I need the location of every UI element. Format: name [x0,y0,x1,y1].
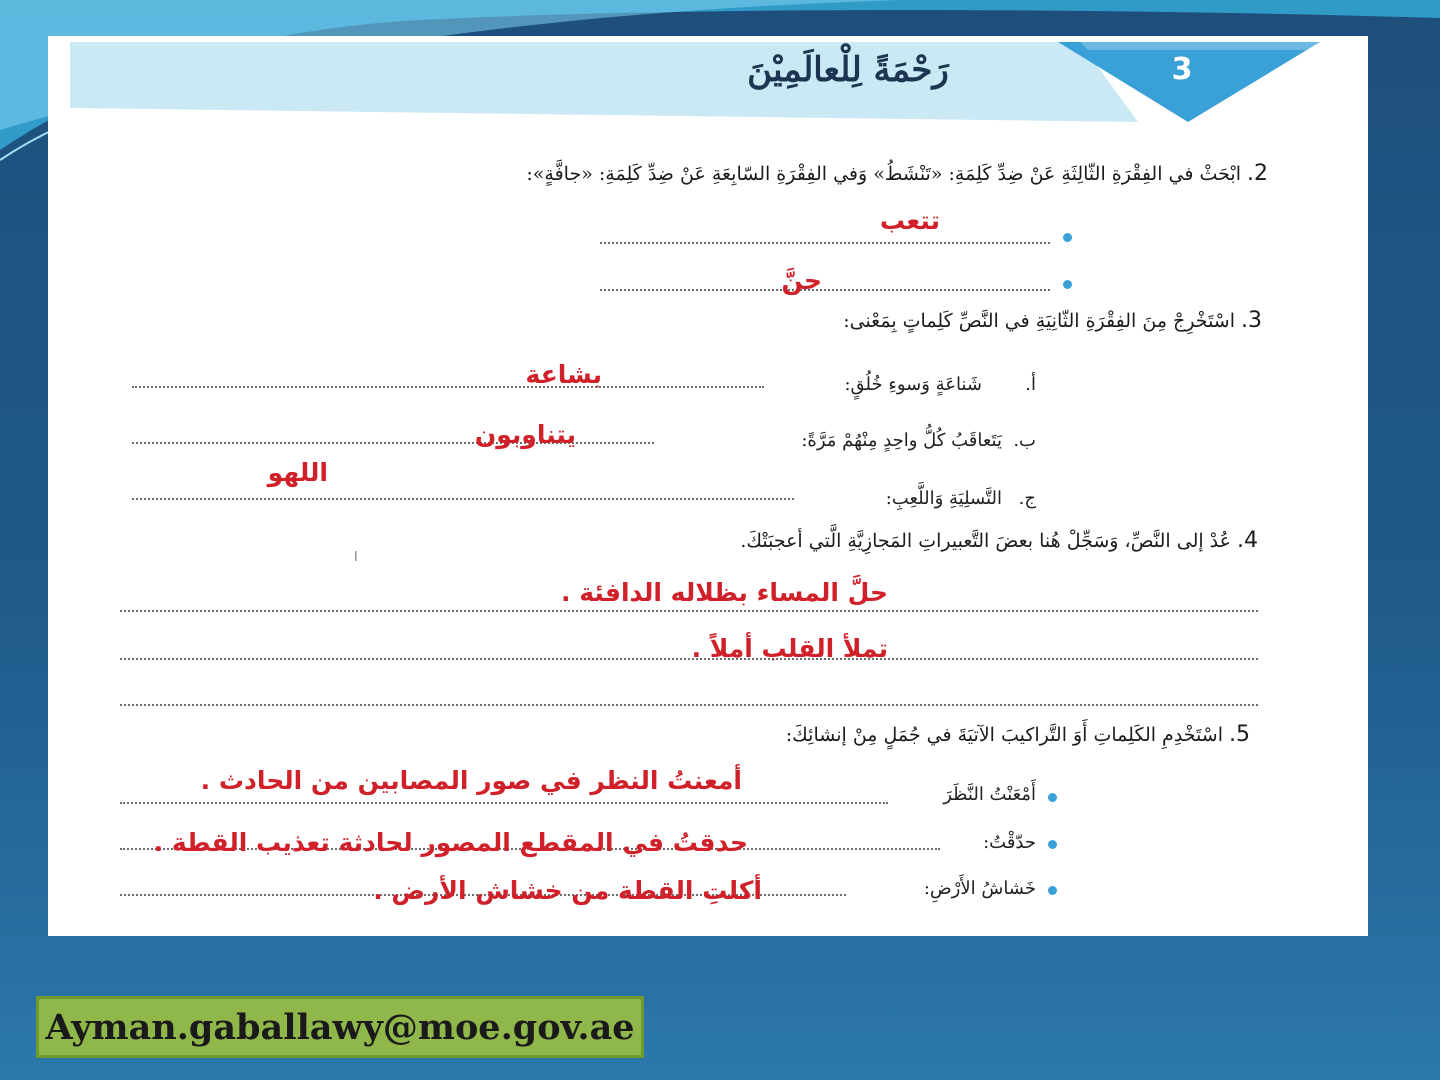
email-badge [36,996,644,1058]
question-3 [843,308,1262,333]
answer-line-q3-a [132,386,764,388]
question-5-text: اسْتَخْدِمِ الكَلِماتِ أَوَ التَّراكيبَ الآتيَةَ في جُمَلٍ مِنْ إنشائِكَ: [785,724,1223,746]
question-4-text: عُدْ إلى النَّصِّ، وَسَجِّلْ هُنا بعضَ التَّعبيراتِ المَجازِيَّةِ الَّتي أعجبَتْكَ. [740,530,1231,552]
bullet-q2-2 [1063,280,1072,289]
answer-q4-2: تملأ القلب أملاً . [691,634,888,663]
q3-item-a-marker: أ. [1025,374,1036,395]
q5-item-1-prompt: أَمْعَنْتُ النَّظَرَ [943,784,1036,805]
answer-q5-1: أمعنتُ النظر في صور المصابين من الحادث . [200,766,742,795]
author-email[interactable]: Ayman.gaballawy@moe.gov.ae [45,1007,635,1048]
question-5 [786,722,1250,747]
question-2-text: ابْحَثْ في الفِقْرَةِ الثّالِثَةِ عَنْ ضِدِّ كَلِمَةِ: «تَنْشَطُ» وَفي الفِقْرَةِ السّابِعَةِ عَنْ ضِدِّ كَلِمَةِ: «جافَّةٍ»: [526,163,1241,185]
worksheet-page [48,36,1368,936]
q3-item-a-prompt: شَناعَةٍ وَسوءِ خُلُقٍ: [844,374,982,395]
stray-mark: ا [354,550,358,565]
question-2-number: 2. [1247,161,1268,186]
bullet-q5-1 [1048,793,1057,802]
unit-title: رَحْمَةً لِلْعالَمِيْنَ [747,50,949,90]
answer-q5-2: حدقتُ في المقطع المصور لحادثة تعذيب القطة . [153,828,748,857]
bullet-q2-1 [1063,233,1072,242]
answer-line-q2-1 [600,242,1050,244]
unit-number: 3 [1171,52,1193,87]
q5-item-3-prompt: خَشاشُ الأَرْضِ: [923,878,1036,899]
q3-item-c-marker: ج. [1018,488,1036,509]
answer-q3-a: بشاعة [525,360,602,389]
answer-q3-c: اللهو [267,458,328,487]
q3-item-b-marker: ب. [1013,430,1036,451]
q3-item-c-prompt: التَّسلِيَةِ وَاللَّعِبِ: [885,488,1002,509]
answer-q3-b: يتناوبون [474,420,576,449]
question-3-number: 3. [1241,308,1262,333]
answer-line-q4-2 [120,658,1258,660]
question-3-text: اسْتَخْرِجْ مِنَ الفِقْرَةِ الثّانِيَةِ في النَّصِّ كَلِماتٍ بِمَعْنى: [843,310,1235,332]
question-4-number: 4. [1237,528,1258,553]
q5-item-2-prompt: حدّقْتُ: [983,832,1036,853]
answer-q5-3: أكلتِ القطة من خشاش الأرض . [373,876,762,905]
answer-q4-1: حلَّ المساء بظلاله الدافئة . [561,578,888,607]
answer-line-q5-1 [120,802,888,804]
answer-line-q2-2 [600,289,1050,291]
question-2 [526,161,1268,186]
bullet-q5-2 [1048,840,1057,849]
answer-line-q4-3 [120,704,1258,706]
question-5-number: 5. [1229,722,1250,747]
bullet-q5-3 [1048,886,1057,895]
answer-q2-1: تتعب [879,206,940,235]
question-4 [740,528,1258,553]
answer-line-q3-c [132,498,794,500]
q3-item-b-prompt: يَتَعاقَبُ كُلُّ واحِدٍ مِنْهُمْ مَرَّةً: [801,430,1002,451]
answer-q2-2: حنَّ [781,266,822,295]
answer-line-q4-1 [120,610,1258,612]
